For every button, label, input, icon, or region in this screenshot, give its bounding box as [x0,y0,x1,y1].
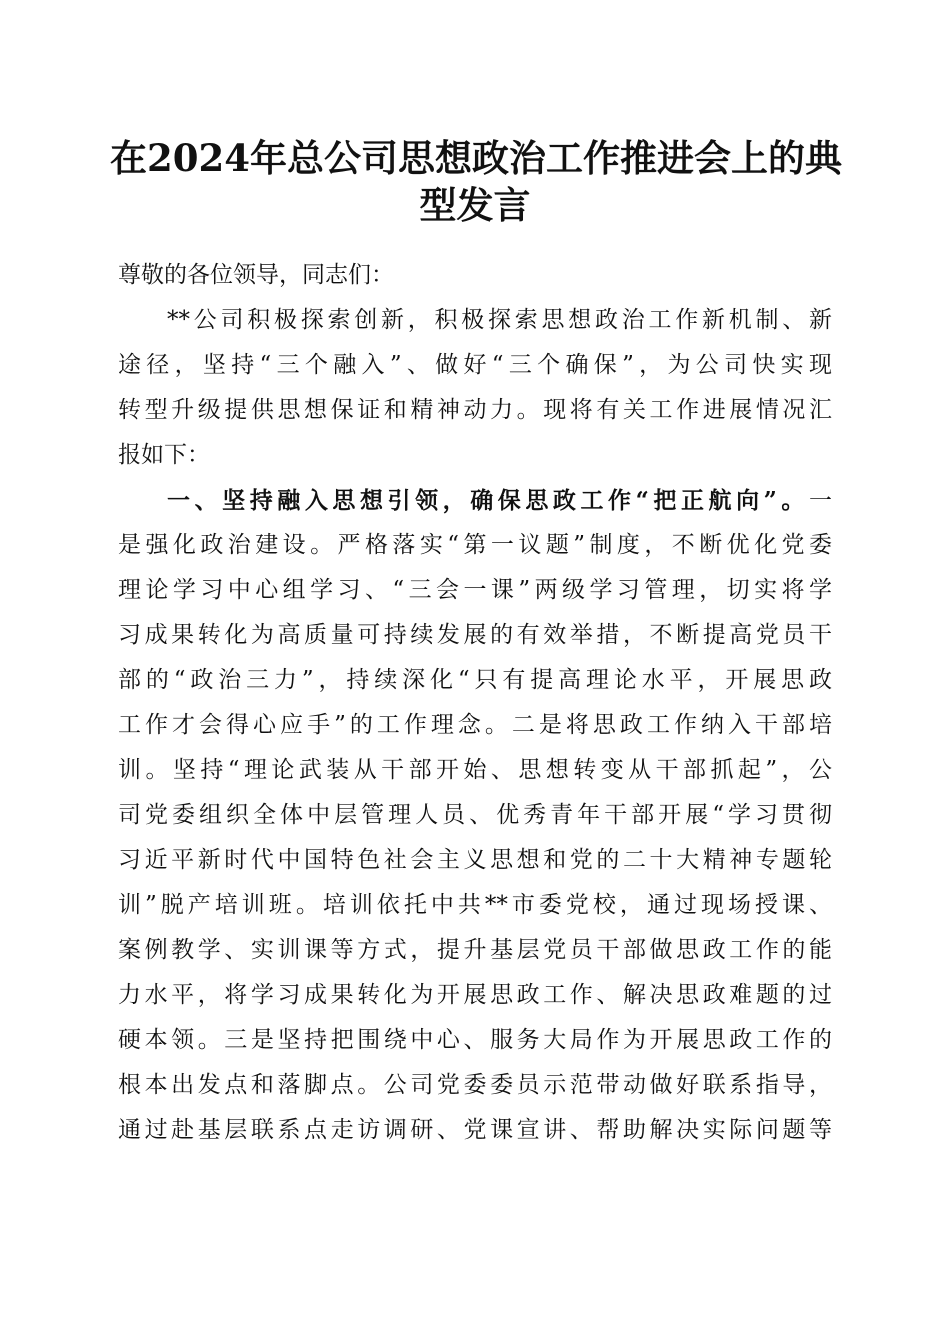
section-line: 案例教学、实训课等方式，提升基层党员干部做思政工作的能 [118,937,832,963]
section-line-tail: 一 [809,488,832,514]
section-line: 通过赴基层联系点走访调研、党课宣讲、帮助解决实际问题等 [118,1117,832,1143]
section-line: 工作才会得心应手”的工作理念。二是将思政工作纳入干部培 [118,712,832,738]
section-line: 是强化政治建设。严格落实“第一议题”制度，不断优化党委 [118,532,832,558]
intro-line: 转型升级提供思想保证和精神动力。现将有关工作进展情况汇 [118,397,832,423]
document-title [110,135,840,229]
section-line: 硬本领。三是坚持把围绕中心、服务大局作为开展思政工作的 [118,1027,832,1053]
section-line: 理论学习中心组学习、“三会一课”两级学习管理，切实将学 [118,577,832,603]
section-line: 力水平，将学习成果转化为开展思政工作、解决思政难题的过 [118,982,832,1008]
document-body [118,253,832,1153]
section-line: 训”脱产培训班。培训依托中共**市委党校，通过现场授课、 [118,892,832,918]
section-line: 根本出发点和落脚点。公司党委委员示范带动做好联系指导， [118,1072,832,1098]
intro-line: **公司积极探索创新，积极探索思想政治工作新机制、新 [167,307,832,333]
salutation: 尊敬的各位领导，同志们： [118,262,394,288]
section-line: 习近平新时代中国特色社会主义思想和党的二十大精神专题轮 [118,847,832,873]
section-line: 司党委组织全体中层管理人员、优秀青年干部开展“学习贯彻 [118,802,832,828]
section-heading-line [118,478,832,523]
section-heading: 一、坚持融入思想引领，确保思政工作“把正航向”。 [167,487,809,514]
intro-line: 报如下： [118,442,210,468]
intro-line: 途径，坚持“三个融入”、做好“三个确保”，为公司快实现 [118,352,832,378]
section-line: 部的“政治三力”，持续深化“只有提高理论水平，开展思政 [118,667,832,693]
section-line: 习成果转化为高质量可持续发展的有效举措，不断提高党员干 [118,622,832,648]
section-line: 训。坚持“理论武装从干部开始、思想转变从干部抓起”，公 [118,757,832,783]
title-line: 在2024年总公司思想政治工作推进会上的典 [110,136,842,180]
title-line: 型发言 [419,183,531,227]
